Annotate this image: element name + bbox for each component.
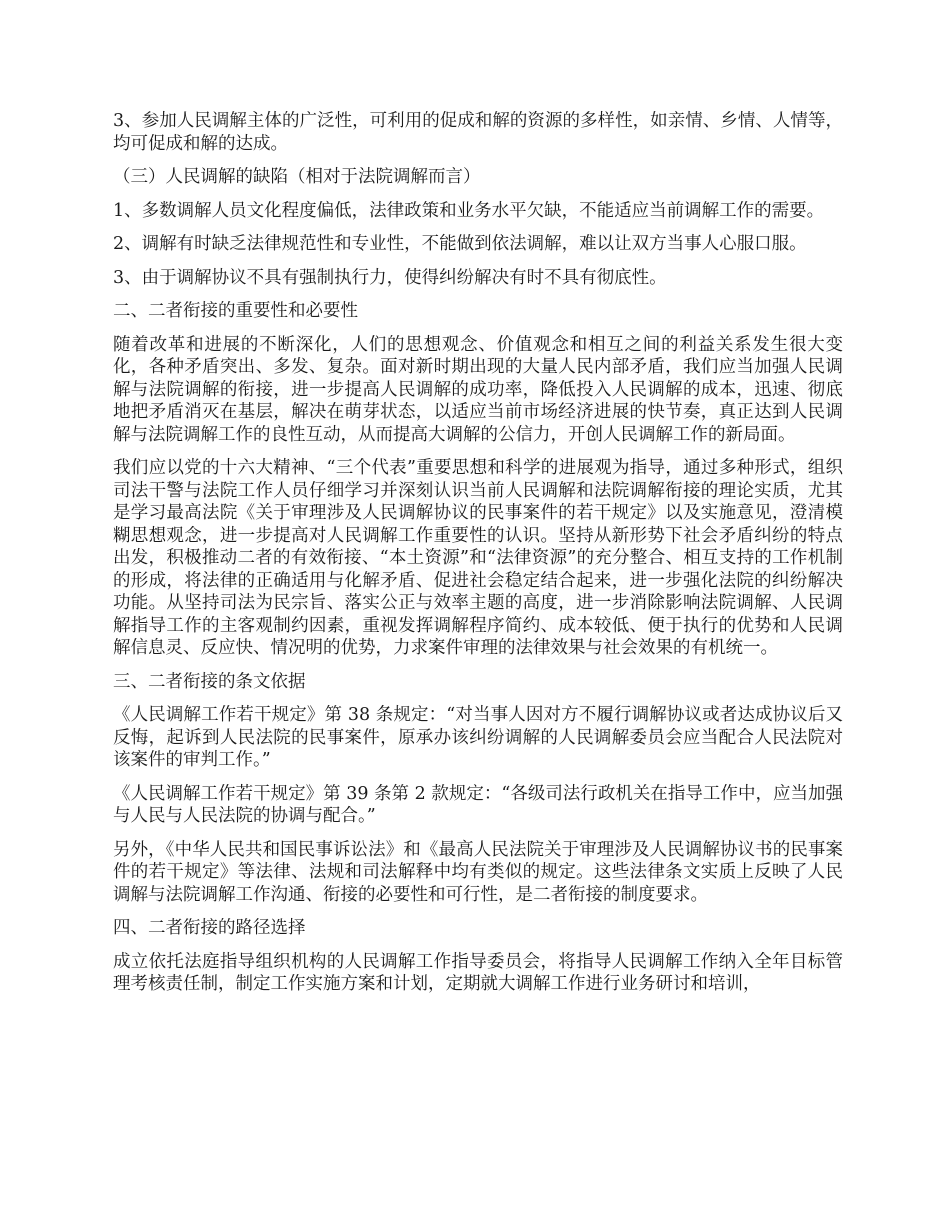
paragraph-defect-1: 1、多数调解人员文化程度偏低，法律政策和业务水平欠缺，不能适应当前调解工作的需要。 bbox=[113, 200, 825, 221]
paragraph-defect-2: 2、调解有时缺乏法律规范性和专业性，不能做到依法调解，难以让双方当事人心服口服。 bbox=[113, 234, 807, 254]
section-heading-path: 四、二者衔接的路径选择 bbox=[113, 918, 306, 938]
paragraph-article-39: 《人民调解工作若干规定》第 39 条第 2 款规定：“各级司法行政机关在指导工作中，应当加强与人民与人民法院的协调与配合。” bbox=[113, 783, 843, 826]
document-body bbox=[113, 110, 843, 1007]
paragraph-other-laws: 另外，《中华人民共和国民事诉讼法》和《最高人民法院关于审理涉及人民调解协议书的民事案件的若干规定》等法律、法规和司法解释中均有类似的规定。这些法律条文实质上反映了人民调解与法院调解工作沟通、衔接的必要性和可行性，是二者衔接的制度要求。 bbox=[113, 839, 843, 905]
section-heading-defects: （三）人民调解的缺陷（相对于法院调解而言） bbox=[113, 167, 481, 187]
section-heading-legal-basis: 三、二者衔接的条文依据 bbox=[113, 671, 306, 692]
section-heading-importance: 二、二者衔接的重要性和必要性 bbox=[113, 301, 358, 321]
paragraph-importance-1: 随着改革和进展的不断深化，人们的思想观念、价值观念和相互之间的利益关系发生很大变化，各种矛盾突出、多发、复杂。面对新时期出现的大量人民内部矛盾，我们应当加强人民调解与法院调解的衔接，进一步提高人民调解的成功率，降低投入人民调解的成本，迅速、彻底地把矛盾消灭在基层，解决在萌芽状态，以适应当前市场经济进展的快节奏，真正达到人民调解与法院调解工作的良性互动，从而提高大调解的公信力，开创人民调解工作的新局面。 bbox=[113, 334, 843, 445]
paragraph-path-1: 成立依托法庭指导组织机构的人民调解工作指导委员会，将指导人民调解工作纳入全年目标管理考核责任制，制定工作实施方案和计划，定期就大调解工作进行业务研讨和培训， bbox=[113, 951, 843, 994]
paragraph-importance-2: 我们应以党的十六大精神、“三个代表”重要思想和科学的进展观为指导，通过多种形式，组织司法干警与法院工作人员仔细学习并深刻认识当前人民调解和法院调解衔接的理论实质，尤其是学习最高法院《关于审理涉及人民调解协议的民事案件的若干规定》以及实施意见，澄清模糊思想观念，进一步提高对人民调解工作重要性的认识。坚持从新形势下社会矛盾纠纷的特点出发，积极推动二者的有效衔接、“本土资源”和“法律资源”的充分整合、相互支持的工作机制的形成，将法律的正确适用与化解矛盾、促进社会稳定结合起来，进一步强化法院的纠纷解决功能。从坚持司法为民宗旨、落实公正与效率主题的高度，进一步消除影响法院调解、人民调解指导工作的主客观制约因素，重视发挥调解程序简约、成本较低、便于执行的优势和人民调解信息灵、反应快、情况明的优势，力求案件审理的法律效果与社会效果的有机统一。 bbox=[113, 458, 843, 658]
paragraph-defect-3: 3、由于调解协议不具有强制执行力，使得纠纷解决有时不具有彻底性。 bbox=[113, 267, 667, 288]
paragraph-article-38: 《人民调解工作若干规定》第 38 条规定：“对当事人因对方不履行调解协议或者达成协议后又反悔，起诉到人民法院的民事案件，原承办该纠纷调解的人民调解委员会应当配合人民法院对该案件的审判工作。” bbox=[113, 705, 843, 770]
paragraph-item-3-broad-participation: 3、参加人民调解主体的广泛性，可利用的促成和解的资源的多样性，如亲情、乡情、人情等，均可促成和解的达成。 bbox=[113, 111, 843, 154]
